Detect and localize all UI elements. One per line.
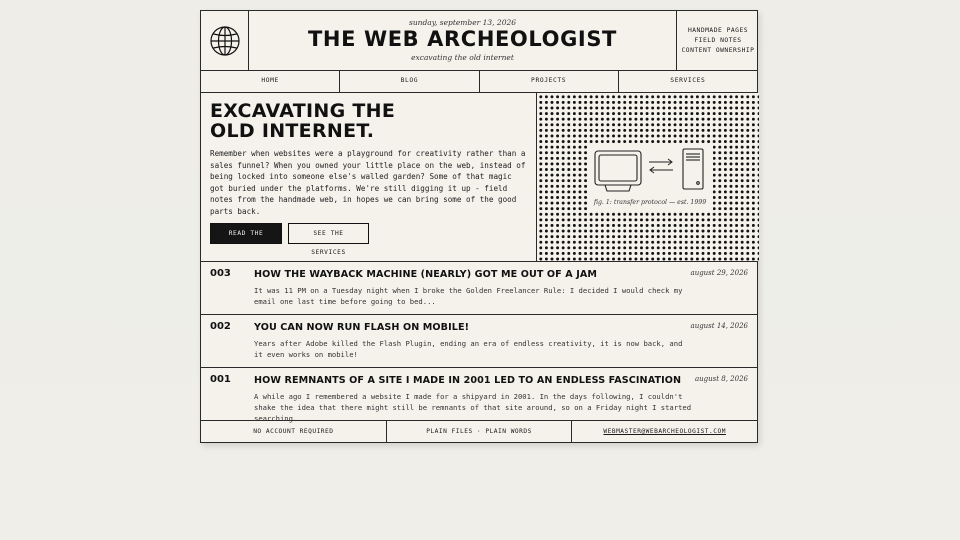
post-excerpt: Years after Adobe killed the Flash Plugin, ending an era of endless creativity, it is now back, and it even works on mobile!: [254, 339, 683, 359]
server-tower-icon: [681, 147, 705, 191]
nav-blog[interactable]: BLOG: [340, 70, 479, 92]
figure-card: [587, 143, 713, 211]
post-date: august 8, 2026: [694, 375, 748, 383]
figure-caption: fig. 1: transfer protocol — est. 1999: [593, 199, 707, 206]
hero-buttons: [210, 223, 369, 256]
main-nav: [201, 70, 757, 93]
footer-no-account: NO ACCOUNT REQUIRED: [201, 421, 387, 443]
hero-title-line-2: OLD INTERNET.: [210, 120, 375, 142]
post-number: 001: [210, 374, 231, 385]
post-excerpt: It was 11 PM on a Tuesday night when I broke the Golden Freelancer Rule: I decided I would check my email one last time before going to bed...: [254, 286, 683, 306]
post-title[interactable]: HOW REMNANTS OF A SITE I MADE IN 2001 LED TO AN ENDLESS FASCINATION: [254, 375, 682, 386]
link-content-ownership[interactable]: CONTENT OWNERSHIP: [681, 47, 755, 54]
read-posts-button[interactable]: READ THE POSTS: [210, 223, 282, 244]
post-excerpt: A while ago I remembered a website I made for a shipyard in 2001. In the days following, I couldn't shake the idea that there might still be remnants of that site around, so on a Friday night I started searching...: [254, 392, 692, 423]
post-title[interactable]: HOW THE WAYBACK MACHINE (NEARLY) GOT ME OUT OF A JAM: [254, 269, 598, 280]
see-services-button[interactable]: SEE THE SERVICES: [288, 223, 369, 244]
site-header: [201, 11, 757, 71]
footer-plain-files: PLAIN FILES · PLAIN WORDS: [387, 421, 573, 443]
hero-title-line-1: EXCAVATING THE: [210, 100, 396, 122]
logo-box[interactable]: [201, 11, 249, 70]
title-block: [249, 11, 676, 70]
post-date: august 14, 2026: [690, 322, 748, 330]
nav-services[interactable]: SERVICES: [670, 77, 706, 84]
post-item[interactable]: [201, 368, 757, 421]
hero-section: [201, 93, 757, 262]
header-links: [676, 11, 759, 70]
link-field-notes[interactable]: FIELD NOTES: [694, 37, 742, 44]
post-title[interactable]: YOU CAN NOW RUN FLASH ON MOBILE!: [254, 322, 470, 333]
site-tagline: excavating the old internet: [411, 53, 514, 62]
transfer-arrows-icon: [647, 157, 675, 175]
page-frame: [200, 10, 758, 443]
post-item[interactable]: [201, 262, 757, 315]
post-date: august 29, 2026: [690, 269, 748, 277]
post-item[interactable]: [201, 315, 757, 368]
post-number: 002: [210, 321, 231, 332]
footer-email-cell: [572, 421, 757, 443]
footer-email-link[interactable]: WEBMASTER@WEBARCHEOLOGIST.COM: [603, 428, 726, 435]
hero-text: [210, 93, 528, 261]
computer-monitor-icon: [593, 149, 643, 193]
nav-home[interactable]: HOME: [201, 70, 340, 92]
nav-projects[interactable]: PROJECTS: [480, 70, 619, 92]
header-date: sunday, september 13, 2026: [408, 18, 517, 27]
hero-title: [210, 101, 395, 141]
globe-icon: [209, 25, 241, 57]
link-handmade-pages[interactable]: HANDMADE PAGES: [687, 27, 749, 34]
hero-body: Remember when websites were a playground for creativity rather than a sales funnel? When you owned your little place on the web, instead of being locked into someone else's walled garden? Some of that magic got buried under the platforms. We're still digging it up - field notes from the handmade web, in hopes we can bring some of the good parts back.: [210, 149, 526, 216]
halftone-illustration: [536, 93, 759, 261]
site-footer: [201, 421, 757, 443]
post-number: 003: [210, 268, 231, 279]
site-title[interactable]: THE WEB ARCHEOLOGIST: [308, 27, 617, 51]
